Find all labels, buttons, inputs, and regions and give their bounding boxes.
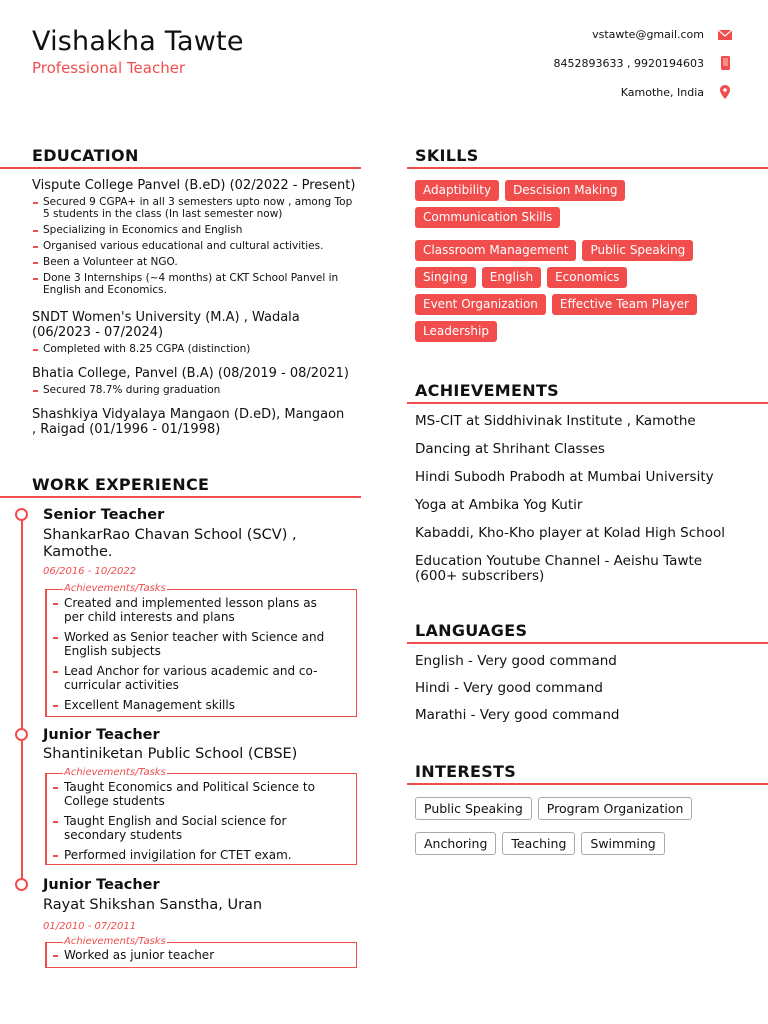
list-item: Education Youtube Channel - Aeishu Tawte (600+ subscribers) xyxy=(415,553,703,584)
languages-list xyxy=(415,654,745,723)
list-item: Taught English and Social science for secondary students xyxy=(53,814,338,842)
list-item: Excellent Management skills xyxy=(53,698,338,712)
resume-title: Professional Teacher xyxy=(32,59,186,77)
list-item: Specializing in Economics and English xyxy=(32,224,362,236)
interests-tags xyxy=(415,797,735,855)
interest-tag: Anchoring xyxy=(415,832,496,855)
skill-tag: Economics xyxy=(547,267,627,288)
list-item: Secured 78.7% during graduation xyxy=(32,384,362,396)
skill-tag: English xyxy=(482,267,541,288)
skill-tag: Adaptibility xyxy=(415,180,499,201)
education-institution: SNDT Women's University (M.A) , Wadala (06/2023 - 07/2024) xyxy=(32,310,300,340)
contact-phone xyxy=(554,56,732,70)
education-institution: Vispute College Panvel (B.eD) (02/2022 - Present) xyxy=(32,178,356,193)
list-item: Dancing at Shrihant Classes xyxy=(415,441,605,457)
list-item: Worked as junior teacher xyxy=(53,948,338,962)
education-institution: Bhatia College, Panvel (B.A) (08/2019 - 08/2021) xyxy=(32,366,349,381)
phone-icon xyxy=(718,56,732,70)
achievements-box xyxy=(45,936,357,968)
job-dates: 06/2016 - 10/2022 xyxy=(43,566,137,577)
task-list xyxy=(53,596,338,718)
achievements-divider xyxy=(407,402,768,404)
job-title: Junior Teacher xyxy=(43,727,160,743)
job-organization: Shantiniketan Public School (CBSE) xyxy=(43,746,298,762)
timeline-dot xyxy=(15,728,28,741)
education-bullets xyxy=(32,384,362,400)
skills-tags xyxy=(415,180,745,342)
location-text: Kamothe, India xyxy=(620,85,704,99)
skills-divider xyxy=(407,167,768,169)
job-title: Junior Teacher xyxy=(43,877,160,893)
timeline-dot xyxy=(15,508,28,521)
interests-divider xyxy=(407,783,768,785)
list-item: Performed invigilation for CTET exam. xyxy=(53,848,338,862)
list-item: Kabaddi, Kho-Kho player at Kolad High School xyxy=(415,525,725,541)
education-institution: Shashkiya Vidyalaya Mangaon (D.eD), Mangaon , Raigad (01/1996 - 01/1998) xyxy=(32,407,345,437)
achievements-label: Achievements/Tasks xyxy=(64,767,166,778)
work-heading: WORK EXPERIENCE xyxy=(32,475,210,494)
list-item: Done 3 Internships (~4 months) at CKT School Panvel in English and Economics. xyxy=(32,272,362,296)
languages-divider xyxy=(407,642,768,644)
job-organization: ShankarRao Chavan School (SCV) , Kamothe. xyxy=(43,527,297,560)
languages-heading: LANGUAGES xyxy=(415,621,528,640)
list-item: Lead Anchor for various academic and co-curricular activities xyxy=(53,664,338,692)
map-pin-icon xyxy=(718,85,732,99)
skill-tag: Leadership xyxy=(415,321,497,342)
skills-heading: SKILLS xyxy=(415,146,479,165)
contact-email xyxy=(592,28,732,41)
skill-tag: Event Organization xyxy=(415,294,546,315)
list-item: Taught Economics and Political Science to College students xyxy=(53,780,338,808)
achievements-list xyxy=(415,414,745,584)
list-item: Been a Volunteer at NGO. xyxy=(32,256,362,268)
education-bullets xyxy=(32,343,362,359)
interest-tag: Swimming xyxy=(581,832,664,855)
envelope-icon xyxy=(718,30,732,40)
list-item: Yoga at Ambika Yog Kutir xyxy=(415,497,583,513)
achievements-box xyxy=(45,767,357,865)
work-divider xyxy=(0,496,361,498)
list-item: Completed with 8.25 CGPA (distinction) xyxy=(32,343,362,355)
skill-tag: Effective Team Player xyxy=(552,294,697,315)
list-item: Created and implemented lesson plans as per child interests and plans xyxy=(53,596,338,624)
list-item: Marathi - Very good command xyxy=(415,707,620,723)
achievements-label: Achievements/Tasks xyxy=(64,583,166,594)
interests-heading: INTERESTS xyxy=(415,762,517,781)
interest-tag: Teaching xyxy=(502,832,575,855)
achievements-box xyxy=(45,583,357,717)
job-dates: 01/2010 - 07/2011 xyxy=(43,921,137,932)
list-item: Organised various educational and cultural activities. xyxy=(32,240,362,252)
timeline-line xyxy=(21,514,23,886)
education-divider xyxy=(0,167,361,169)
timeline-dot xyxy=(15,878,28,891)
list-item: Hindi - Very good command xyxy=(415,680,603,696)
interest-tag: Public Speaking xyxy=(415,797,532,820)
task-list xyxy=(53,780,338,868)
job-title: Senior Teacher xyxy=(43,507,165,523)
education-bullets xyxy=(32,196,362,300)
interest-tag: Program Organization xyxy=(538,797,693,820)
list-item: Secured 9 CGPA+ in all 3 semesters upto now , among Top 5 students in the class (In last semester now) xyxy=(32,196,362,220)
achievements-label: Achievements/Tasks xyxy=(64,936,166,947)
list-item: Worked as Senior teacher with Science and English subjects xyxy=(53,630,338,658)
achievements-heading: ACHIEVEMENTS xyxy=(415,381,559,400)
contact-location xyxy=(621,85,732,99)
list-item: Hindi Subodh Prabodh at Mumbai University xyxy=(415,469,714,485)
task-list xyxy=(53,948,338,968)
list-item: English - Very good command xyxy=(415,653,617,669)
skill-tag: Descision Making xyxy=(505,180,625,201)
skill-tag: Singing xyxy=(415,267,476,288)
email-text: vstawte@gmail.com xyxy=(592,28,704,41)
skill-tag: Classroom Management xyxy=(415,240,576,261)
job-organization: Rayat Shikshan Sanstha, Uran xyxy=(43,897,263,913)
education-heading: EDUCATION xyxy=(32,146,139,165)
list-item: MS-CIT at Siddhivinak Institute , Kamothe xyxy=(415,413,696,429)
skill-tag: Public Speaking xyxy=(582,240,693,261)
resume-name: Vishakha Tawte xyxy=(32,26,244,57)
skill-tag: Communication Skills xyxy=(415,207,560,228)
phone-text: 8452893633 , 9920194603 xyxy=(553,56,704,70)
